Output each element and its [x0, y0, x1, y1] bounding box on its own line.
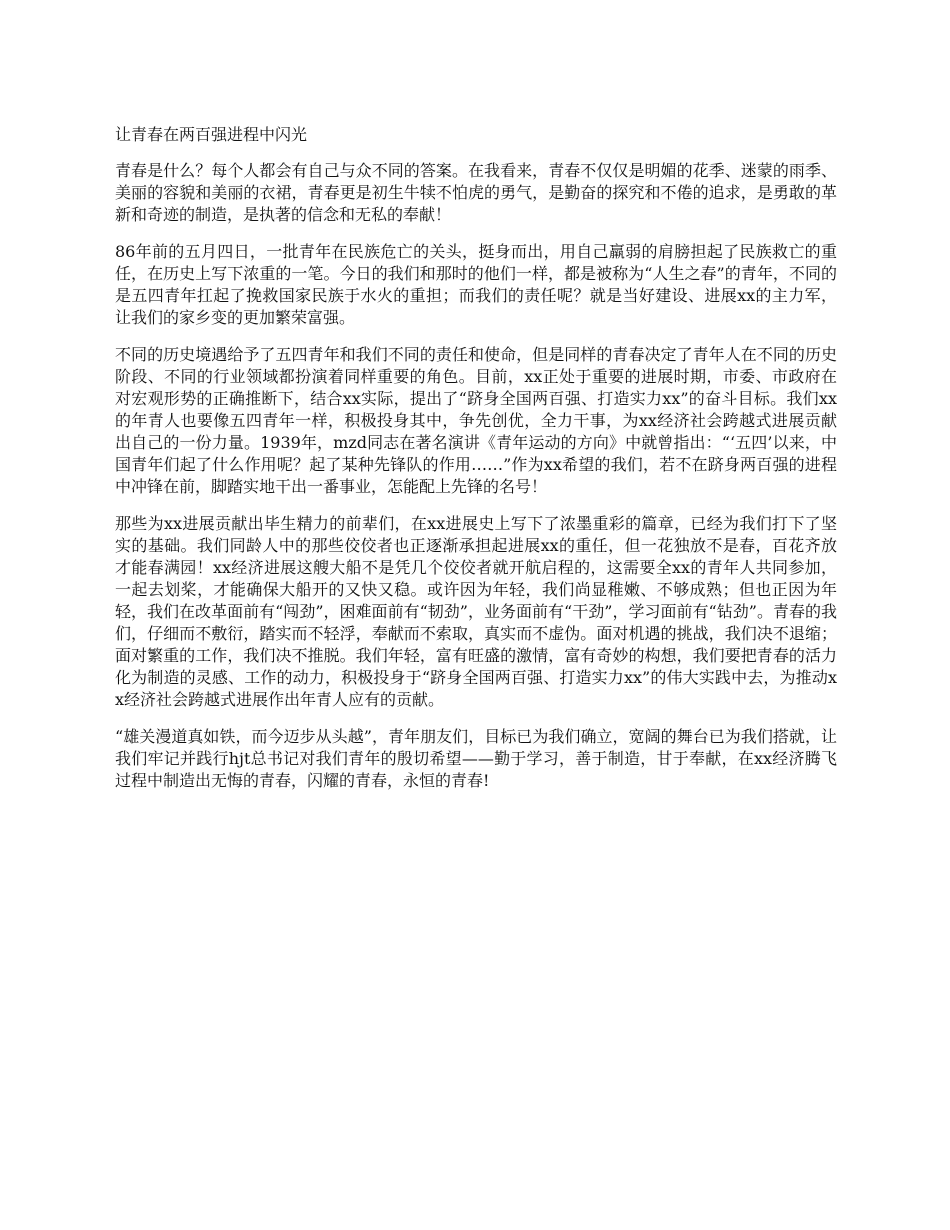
document-page	[115, 124, 837, 807]
paragraph-3: 不同的历史境遇给予了五四青年和我们不同的责任和使命，但是同样的青春决定了青年人在不同的历史阶段、不同的行业领域都扮演着同样重要的角色。目前，xx正处于重要的进展时期，市委、市政府在对宏观形势的正确推断下，结合xx实际，提出了“跻身全国两百强、打造实力xx”的奋斗目标。我们xx的年青人也要像五四青年一样，积极投身其中，争先创优，全力干事，为xx经济社会跨越式进展贡献出自己的一份力量。1939年，mzd同志在著名演讲《青年运动的方向》中就曾指出：“‘五四’以来，中国青年们起了什么作用呢？起了某种先锋队的作用……”作为xx希望的我们，若不在跻身两百强的进程中冲锋在前，脚踏实地干出一番事业，怎能配上先锋的名号！	[115, 345, 837, 496]
paragraph-4: 那些为xx进展贡献出毕生精力的前辈们，在xx进展史上写下了浓墨重彩的篇章，已经为我们打下了坚实的基础。我们同龄人中的那些佼佼者也正逐渐承担起进展xx的重任，但一花独放不是春，百花齐放才能春满园！xx经济进展这艘大船不是凭几个佼佼者就开航启程的，这需要全xx的青年人共同参加，一起去划桨，才能确保大船开的又快又稳。或许因为年轻，我们尚显稚嫩、不够成熟；但也正因为年轻，我们在改革面前有“闯劲”，困难面前有“韧劲”，业务面前有“干劲”，学习面前有“钻劲”。青春的我们，仔细而不敷衍，踏实而不轻浮，奉献而不索取，真实而不虚伪。面对机遇的挑战，我们决不退缩；面对繁重的工作，我们决不推脱。我们年轻，富有旺盛的激情，富有奇妙的构想，我们要把青春的活力化为制造的灵感、工作的动力，积极投身于“跻身全国两百强、打造实力xx”的伟大实践中去，为推动xx经济社会跨越式进展作出年青人应有的贡献。	[115, 514, 837, 709]
paragraph-2: 86年前的五月四日，一批青年在民族危亡的关头，挺身而出，用自己羸弱的肩膀担起了民族救亡的重任，在历史上写下浓重的一笔。今日的我们和那时的他们一样，都是被称为“人生之春”的青年，不同的是五四青年扛起了挽救国家民族于水火的重担；而我们的责任呢？就是当好建设、进展xx的主力军，让我们的家乡变的更加繁荣富强。	[115, 242, 837, 327]
document-title: 让青春在两百强进程中闪光	[115, 125, 308, 144]
paragraph-1: 青春是什么？每个人都会有自己与众不同的答案。在我看来，青春不仅仅是明媚的花季、迷蒙的雨季、美丽的容貌和美丽的衣裙，青春更是初生牛犊不怕虎的勇气，是勤奋的探究和不倦的追求，是勇敢的革新和奇迹的制造，是执著的信念和无私的奉献！	[115, 161, 837, 224]
paragraph-5: “雄关漫道真如铁，而今迈步从头越”，青年朋友们，目标已为我们确立，宽阔的舞台已为我们搭就，让我们牢记并践行hjt总书记对我们青年的殷切希望——勤于学习，善于制造，甘于奉献，在xx经济腾飞过程中制造出无悔的青春，闪耀的青春，永恒的青春!	[115, 727, 837, 790]
